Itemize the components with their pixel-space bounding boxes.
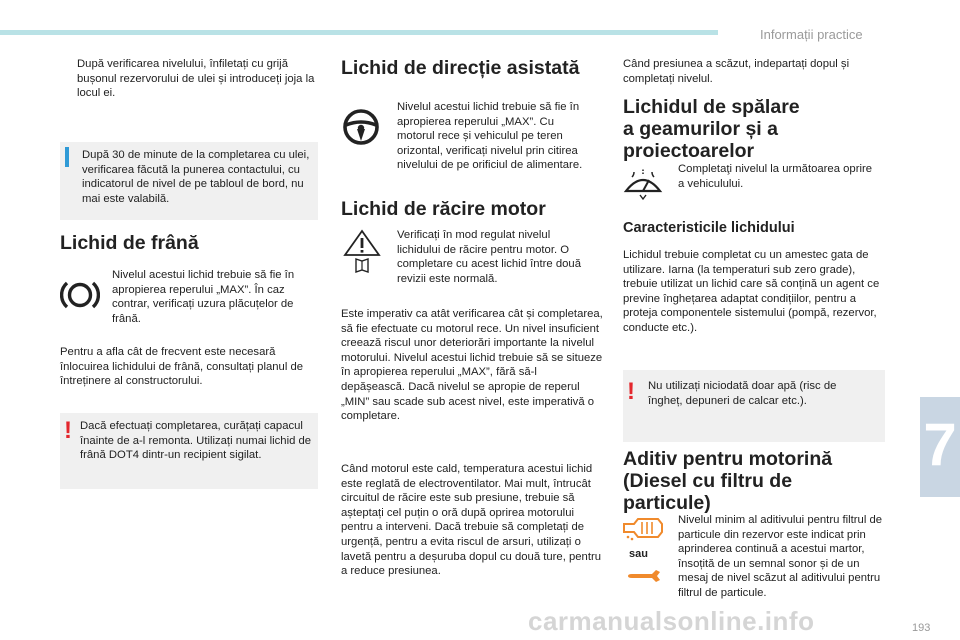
diesel-title-line-2: (Diesel cu filtru de — [623, 470, 793, 492]
brake-warning-box — [60, 413, 318, 489]
brake-warning-text: Dacă efectuați completarea, curățați capacul înainte de a-l remonta. Utilizați numai lichid de frână DOT4 dintr-un recipient sigilat. — [80, 420, 312, 462]
fluid-characteristics-text: Lichidul trebuie completat cu un amestec gata de utilizare. Iarna (la temperaturi sub zero grade), trebuie utilizat un lichid care să conțină un agent ce previne înghețarea adaptat condițiilor, pentru a proteja componentele sistemului (pompă, rezervor, conducte etc.). — [623, 249, 880, 334]
watermark: carmanualsonline.info — [528, 606, 815, 636]
info-note-text: După 30 de minute de la completarea cu ulei, verificarea făcută la punerea contactului, cu indicatorul de nivel de pe tabloul de bord, nu mai este valabilă. — [82, 149, 310, 205]
diesel-additive-text: Nivelul minim al aditivului pentru filtrul de particule din rezervor este indicat prin aprinderea continuă a acestui martor, însoțită de un semnal sonor și de un mesaj de nivel scăzut al aditivului pentru filtrul de particule. — [678, 514, 883, 599]
washer-title-line-3: proiectoarelor — [623, 140, 755, 162]
pressure-intro-text: Când presiunea a scăzut, indepartați dopul și completați nivelul. — [623, 58, 850, 85]
washer-title-line-2: a geamurilor și a — [623, 118, 778, 140]
steering-fluid-title: Lichid de direcție asistată — [341, 57, 580, 79]
page-number: 193 — [912, 622, 931, 634]
brake-fluid-level-text: Nivelul acestui lichid trebuie să fie în apropierea reperului „MAX”. În caz contrar, verificați uzura plăcuțelor de frână. — [112, 269, 295, 325]
brake-warning-icon — [60, 278, 100, 312]
diesel-title-line-3: particule) — [623, 492, 711, 514]
brake-fluid-para: Pentru a afla cât de frecvent este necesară înlocuirea lichidului de frână, consultați planul de întreținere al constructorului. — [60, 346, 304, 388]
coolant-title: Lichid de răcire motor — [341, 198, 546, 220]
steering-wheel-icon — [342, 108, 380, 146]
section-header: Informații practice — [760, 27, 863, 42]
fluid-characteristics-title: Caracteristicile lichidului — [623, 220, 795, 236]
diesel-title-line-1: Aditiv pentru motorină — [623, 448, 833, 470]
steering-fluid-text: Nivelul acestui lichid trebuie să fie în apropierea reperului „MAX”. Cu motorul rece și vehiculul pe teren orizontal, verificați nivelul prin citirea nivelului de pe orificiul de alimentare. — [397, 101, 583, 172]
brake-fluid-title: Lichid de frână — [60, 232, 199, 254]
info-icon — [65, 147, 69, 167]
diesel-additive-title — [623, 448, 885, 514]
or-label: sau — [629, 548, 648, 560]
particle-filter-icon — [622, 515, 664, 541]
washer-fluid-title — [623, 96, 885, 162]
service-wrench-icon — [626, 566, 662, 586]
washer-title-line-1: Lichidul de spălare — [623, 96, 800, 118]
chapter-number: 7 — [923, 411, 957, 478]
washer-fluid-text: Completaţi nivelul la următoarea oprire a vehiculului. — [678, 163, 873, 190]
header-accent-bar — [0, 30, 718, 35]
coolant-para-2: Când motorul este cald, temperatura acestui lichid este reglată de electroventilator. Mai mult, întrucât circuitul de răcire este sub presiune, trebuie să așteptați cel puțin o oră după oprirea motorului pentru a interveni. Dacă trebuie să completați de urgență, pentru a evita riscul de arsuri, utilizați o lavetă pentru a deșuruba dopul cu două ture, pentru a reduce presiunea. — [341, 463, 602, 578]
coolant-warning-icon — [342, 228, 382, 274]
warning-icon: ! — [627, 378, 635, 405]
coolant-para-1: Este imperativ ca atât verificarea cât și completarea, să fie efectuate cu motorul rece. Un nivel insuficient creează riscul unor deteriorări importante la nivelul motorului. Nivelul acestui lichid trebuie să se situeze în apropierea reperului „MAX”, fără să-l depășească. Dacă nivelul se apropie de reperul „MIN” sau scade sub acest nivel, este imperativă o completare. — [341, 308, 603, 423]
water-warning-text: Nu utilizați niciodată doar apă (risc de îngheț, depuneri de calcar etc.). — [648, 380, 837, 407]
info-note-box — [60, 142, 318, 220]
warning-icon: ! — [64, 417, 72, 444]
bullet-text: După verificarea nivelului, înfiletați cu grijă bușonul rezervorului de ulei și introduceți joja la locul ei. — [77, 58, 315, 100]
coolant-check-text: Verificați în mod regulat nivelul lichidului de răcire pentru motor. O completare cu acest lichid între două revizii este normală. — [397, 229, 581, 285]
water-warning-box — [623, 370, 885, 442]
windshield-washer-icon — [622, 165, 664, 201]
